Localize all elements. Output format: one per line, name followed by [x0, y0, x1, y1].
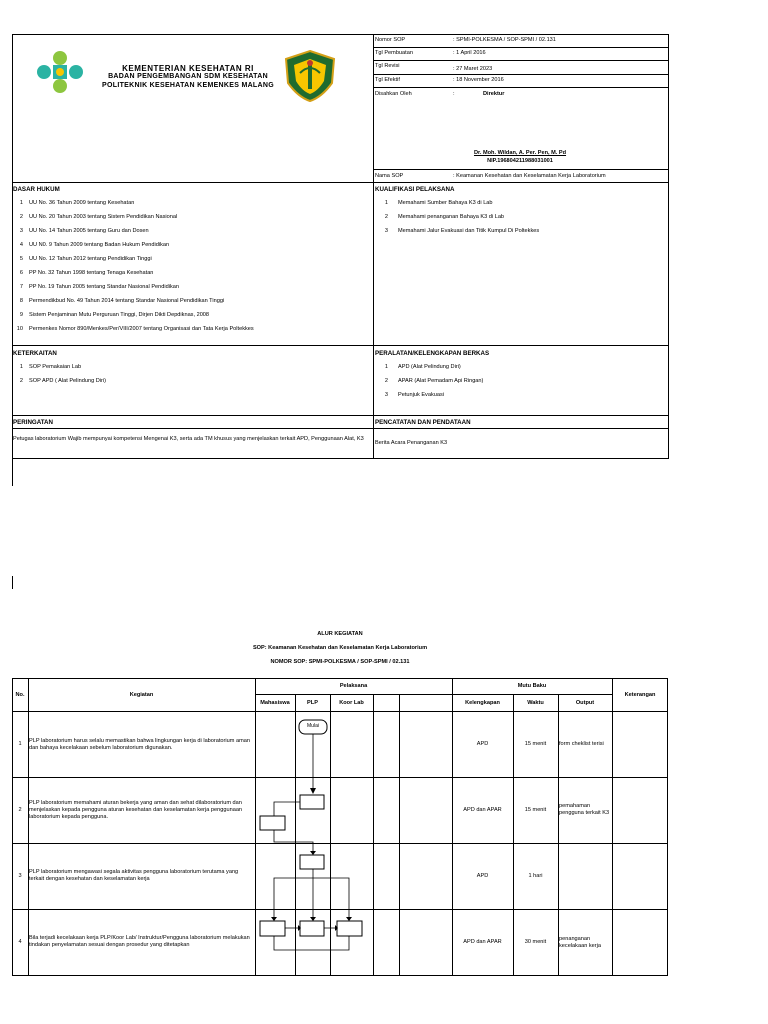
meta-value-revisi: : 27 Maret 2023 [453, 66, 493, 72]
meta-label-disahkan: Disahkan Oleh [375, 91, 412, 97]
row-no: 4 [18, 939, 22, 945]
dasar-hukum-item: UU No. 20 Tahun 2003 tentang Sistem Pendidikan Nasional [29, 214, 178, 220]
dasar-hukum-item: PP No. 32 Tahun 1998 tentang Tenaga Kesehatan [29, 270, 154, 276]
kualifikasi-title: KUALIFIKASI PELAKSANA [375, 186, 455, 193]
arrow-head [271, 917, 277, 921]
col-kelengkapan: Kelengkapan [465, 700, 500, 706]
meta-value-nomor: : SPMI-POLKESMA / SOP-SPMI / 02.131 [453, 37, 556, 43]
process-box-koor-4 [337, 921, 362, 936]
arrow-head [310, 788, 316, 794]
alur-title: ALUR KEGIATAN [317, 631, 363, 637]
row-kelengkapan: APD dan APAR [463, 807, 502, 813]
process-box-plp-3 [300, 855, 324, 869]
col-plp: PLP [307, 700, 318, 706]
dasar-hukum-item: Permenkes Nomor 890/Menkes/Per/VIII/2007 tentang Organisasi dan Tata Kerja Poltekkes [29, 326, 254, 332]
process-box-mahasiswa-2 [260, 816, 285, 830]
process-box-plp-4 [300, 921, 324, 936]
institution-name: POLITEKNIK KESEHATAN KEMENKES MALANG [102, 82, 274, 89]
kualifikasi-item: Memahami penanganan Bahaya K3 di Lab [398, 214, 505, 220]
arrow-head [310, 917, 316, 921]
peringatan-title: PERINGATAN [13, 419, 53, 426]
peralatan-item: APAR (Alat Pemadam Api Ringan) [398, 378, 484, 384]
meta-value-disahkan: : [453, 91, 455, 97]
approver-nip: NIP.196804211988031001 [487, 158, 553, 164]
row-no: 2 [18, 807, 22, 813]
row-kegiatan: PLP laboratorium harus selalu memastikan bahwa lingkungan kerja di laboratorium aman dan bahaya kecelakaan sebelum laboratorium digunakan. [29, 738, 250, 751]
pencatatan-text: Berita Acara Penanganan K3 [375, 440, 448, 446]
meta-label-efektif: Tgl Efektif [375, 77, 400, 83]
peralatan-item: Petunjuk Evakuasi [398, 392, 445, 398]
ministry-logo [34, 48, 86, 96]
col-mutu-baku: Mutu Baku [517, 683, 547, 689]
flow-arrow [274, 830, 313, 851]
col-kegiatan: Kegiatan [129, 692, 154, 698]
dasar-hukum-item: UU No. 12 Tahun 2012 tentang Pendidikan Tinggi [29, 256, 152, 262]
row-output: form cheklist terisi [559, 741, 604, 747]
alur-nomor: NOMOR SOP: SPMI-POLKESMA / SOP-SPMI / 02.131 [270, 659, 410, 665]
approver-name: Dr. Moh. Wildan, A. Per. Pen, M. Pd [473, 150, 567, 156]
row-waktu: 30 menit [524, 939, 547, 945]
row-kelengkapan: APD [476, 741, 489, 747]
col-pelaksana: Pelaksana [339, 683, 368, 689]
meta-label-revisi: Tgl Revisi [375, 63, 400, 69]
row-waktu: 1 hari [528, 873, 543, 879]
peringatan-text: Petugas laboratorium Wajib mempunyai kompetensi Mengenai K3, serta ada TM khusus yang menjelaskan terkait APD, Penggunaan Alat, K3 [13, 436, 364, 442]
sop-name-label: Nama SOP [375, 173, 404, 179]
arrow-head [310, 851, 316, 855]
col-no: No. [15, 692, 25, 698]
col-mahasiswa: Mahasiswa [260, 700, 290, 706]
col-waktu: Waktu [527, 700, 544, 706]
row-no: 1 [18, 741, 22, 747]
dasar-hukum-title: DASAR HUKUM [13, 186, 60, 193]
flow-arrow [274, 936, 349, 950]
row-kegiatan: PLP laboratorium memahami aturan bekerja yang aman dan sehat dilaboratorium dan menjelaskan kepada pengguna aturan kesehatan dan keselamatan kerja penggunaan laboratorium kepada pengguna. [29, 800, 243, 820]
dasar-hukum-item: UU N0. 9 Tahun 2009 tentang Badan Hukum Pendidikan [29, 242, 170, 248]
kualifikasi-item: Memahami Sumber Bahaya K3 di Lab [398, 200, 493, 206]
meta-label-pembuatan: Tgl Pembuatan [375, 50, 413, 56]
flow-table-grid [12, 678, 668, 976]
ministry-name: KEMENTERIAN KESEHATAN RI [122, 64, 254, 73]
row-waktu: 15 menit [524, 807, 547, 813]
keterkaitan-title: KETERKAITAN [13, 350, 57, 357]
row-kegiatan: PLP laboratorium mengawasi segala aktivitas pengguna laboratorium terutama yang terkait dengan kesehatan dan keselamatan kerja [29, 869, 239, 882]
dasar-hukum-item: UU No. 14 Tahun 2005 tentang Guru dan Dosen [29, 228, 149, 234]
peralatan-title: PERALATAN/KELENGKAPAN BERKAS [375, 350, 490, 357]
dasar-hukum-item: Permendikbud No. 49 Tahun 2014 tentang Standar Nasional Pendidikan Tinggi [29, 298, 225, 304]
process-box-plp-2 [300, 795, 324, 809]
dasar-hukum-item: Sistem Penjaminan Mutu Perguruan Tinggi, Dirjen Dikti Depdiknas, 2008 [29, 312, 210, 318]
row-no: 3 [18, 873, 22, 879]
meta-label-nomor: Nomor SOP [375, 37, 406, 43]
row-waktu: 15 menit [524, 741, 547, 747]
keterkaitan-item: SOP APD ( Alat Pelindung Diri) [29, 378, 107, 384]
agency-name: BADAN PENGEMBANGAN SDM KESEHATAN [108, 73, 268, 80]
dasar-hukum-item: UU No. 36 Tahun 2009 tentang Kesehatan [29, 200, 135, 206]
dasar-hukum-item: PP No. 19 Tahun 2005 tentang Standar Nasional Pendidikan [29, 284, 180, 290]
process-box-mahasiswa-4 [260, 921, 285, 936]
sop-name-value: : Keamanan Kesehatan dan Keselamatan Kerja Laboratorium [453, 173, 606, 179]
alur-sop: SOP: Keamanan Kesehatan dan Keselamatan Kerja Laboratorium [252, 645, 428, 651]
page-break-marker [12, 576, 13, 589]
col-keterangan: Keterangan [624, 692, 656, 698]
flow-arrow [274, 802, 300, 816]
col-output: Output [575, 700, 595, 706]
flow-table [12, 678, 668, 976]
flow-arrow [274, 878, 313, 917]
row-kegiatan: Bila terjadi kecelakaan kerja PLP/Koor Lab/ Instruktur/Pengguna laboratorium melakukan tindakan penyelamatan sesuai dengan prosedur yang ditetapkan [29, 935, 250, 948]
arrow-head [346, 917, 352, 921]
kualifikasi-item: Memahami Jalur Evakuasi dan Titik Kumpul Di Poltekkes [398, 228, 540, 234]
start-label: Mulai [307, 723, 319, 729]
row-output: penanganan kecelakaan kerja [559, 936, 601, 949]
row-output: pemahaman pengguna terkait K3 [559, 803, 610, 816]
poltekkes-emblem [282, 49, 338, 103]
peralatan-item: APD (Alat Pelindung Diri) [398, 364, 461, 370]
col-koor-lab: Koor Lab [339, 700, 364, 706]
keterkaitan-item: SOP Pemakaian Lab [29, 364, 82, 370]
pencatatan-title: PENCATATAN DAN PENDATAAN [375, 419, 471, 426]
meta-value-pembuatan: : 1 April 2016 [453, 50, 486, 56]
approver-title: Direktur [483, 91, 505, 97]
row-kelengkapan: APD [476, 873, 489, 879]
meta-value-efektif: : 18 November 2016 [453, 77, 504, 83]
row-kelengkapan: APD dan APAR [463, 939, 502, 945]
